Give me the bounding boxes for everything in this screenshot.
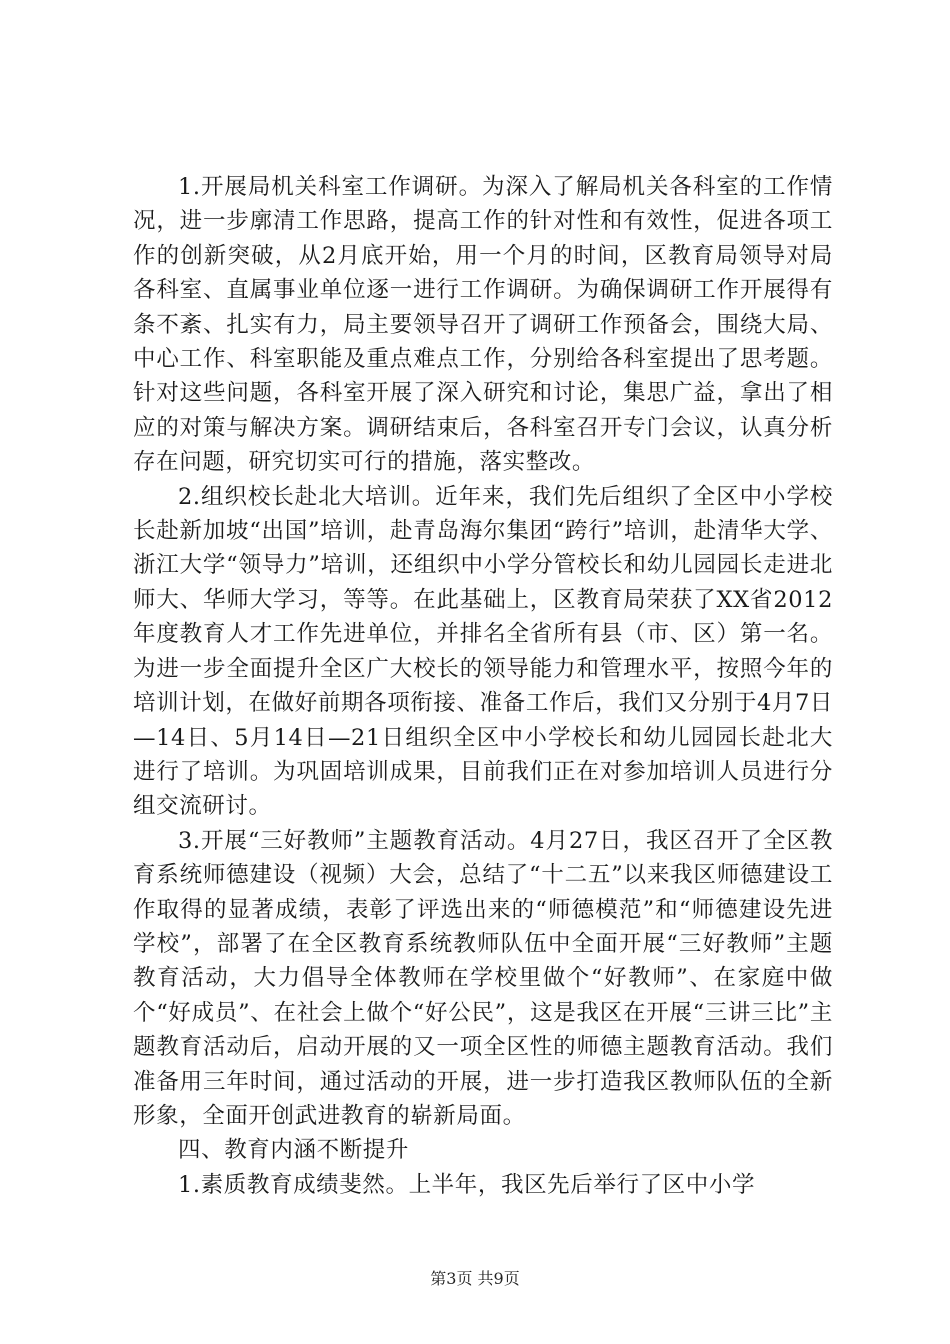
paragraph-three-good-teachers: 3.开展“三好教师”主题教育活动。4月27日，我区召开了全区教育系统师德建设（视频）大会，总结了“十二五”以来我区师德建设工作取得的显著成绩，表彰了评选出来的“师德模范”和“师德建设先进学校”，部署了在全区教育系统教师队伍中全面开展“三好教师”主题教育活动，大力倡导全体教师在学校里做个“好教师”、在家庭中做个“好成员”、在社会上做个“好公民”，这是我区在开展“三讲三比”主题教育活动后，启动开展的又一项全区性的师德主题教育活动。我们准备用三年时间，通过活动的开展，进一步打造我区教师队伍的全新形象，全面开创武进教育的崭新局面。 xyxy=(133,827,833,1129)
paragraph-office-research: 1.开展局机关科室工作调研。为深入了解局机关各科室的工作情况，进一步廓清工作思路，提高工作的针对性和有效性，促进各项工作的创新突破，从2月底开始，用一个月的时间，区教育局领导对局各科室、直属事业单位逐一进行工作调研。为确保调研工作开展得有条不紊、扎实有力，局主要领导召开了调研工作预备会，围绕大局、中心工作、科室职能及重点难点工作，分别给各科室提出了思考题。针对这些问题，各科室开展了深入研究和讨论，集思广益，拿出了相应的对策与解决方案。调研结束后，各科室召开专门会议，认真分析存在问题，研究切实可行的措施，落实整改。 xyxy=(133,174,833,476)
document-body xyxy=(133,170,833,1202)
section-heading: 四、教育内涵不断提升 xyxy=(178,1137,410,1164)
paragraph-principal-training: 2.组织校长赴北大培训。近年来，我们先后组织了全区中小学校长赴新加坡“出国”培训，赴青岛海尔集团“跨行”培训，赴清华大学、浙江大学“领导力”培训，还组织中小学分管校长和幼儿园园长走进北师大、华师大学习，等等。在此基础上，区教育局荣获了XX省2012年度教育人才工作先进单位，并排名全省所有县（市、区）第一名。为进一步全面提升全区广大校长的领导能力和管理水平，按照今年的培训计划，在做好前期各项衔接、准备工作后，我们又分别于4月7日—14日、5月14日—21日组织全区中小学校长和幼儿园园长赴北大进行了培训。为巩固培训成果，目前我们正在对参加培训人员进行分组交流研讨。 xyxy=(133,483,833,820)
page-number-footer: 第3页 共9页 xyxy=(430,1269,520,1288)
paragraph-quality-education: 1.素质教育成绩斐然。上半年，我区先后举行了区中小学 xyxy=(178,1171,756,1198)
